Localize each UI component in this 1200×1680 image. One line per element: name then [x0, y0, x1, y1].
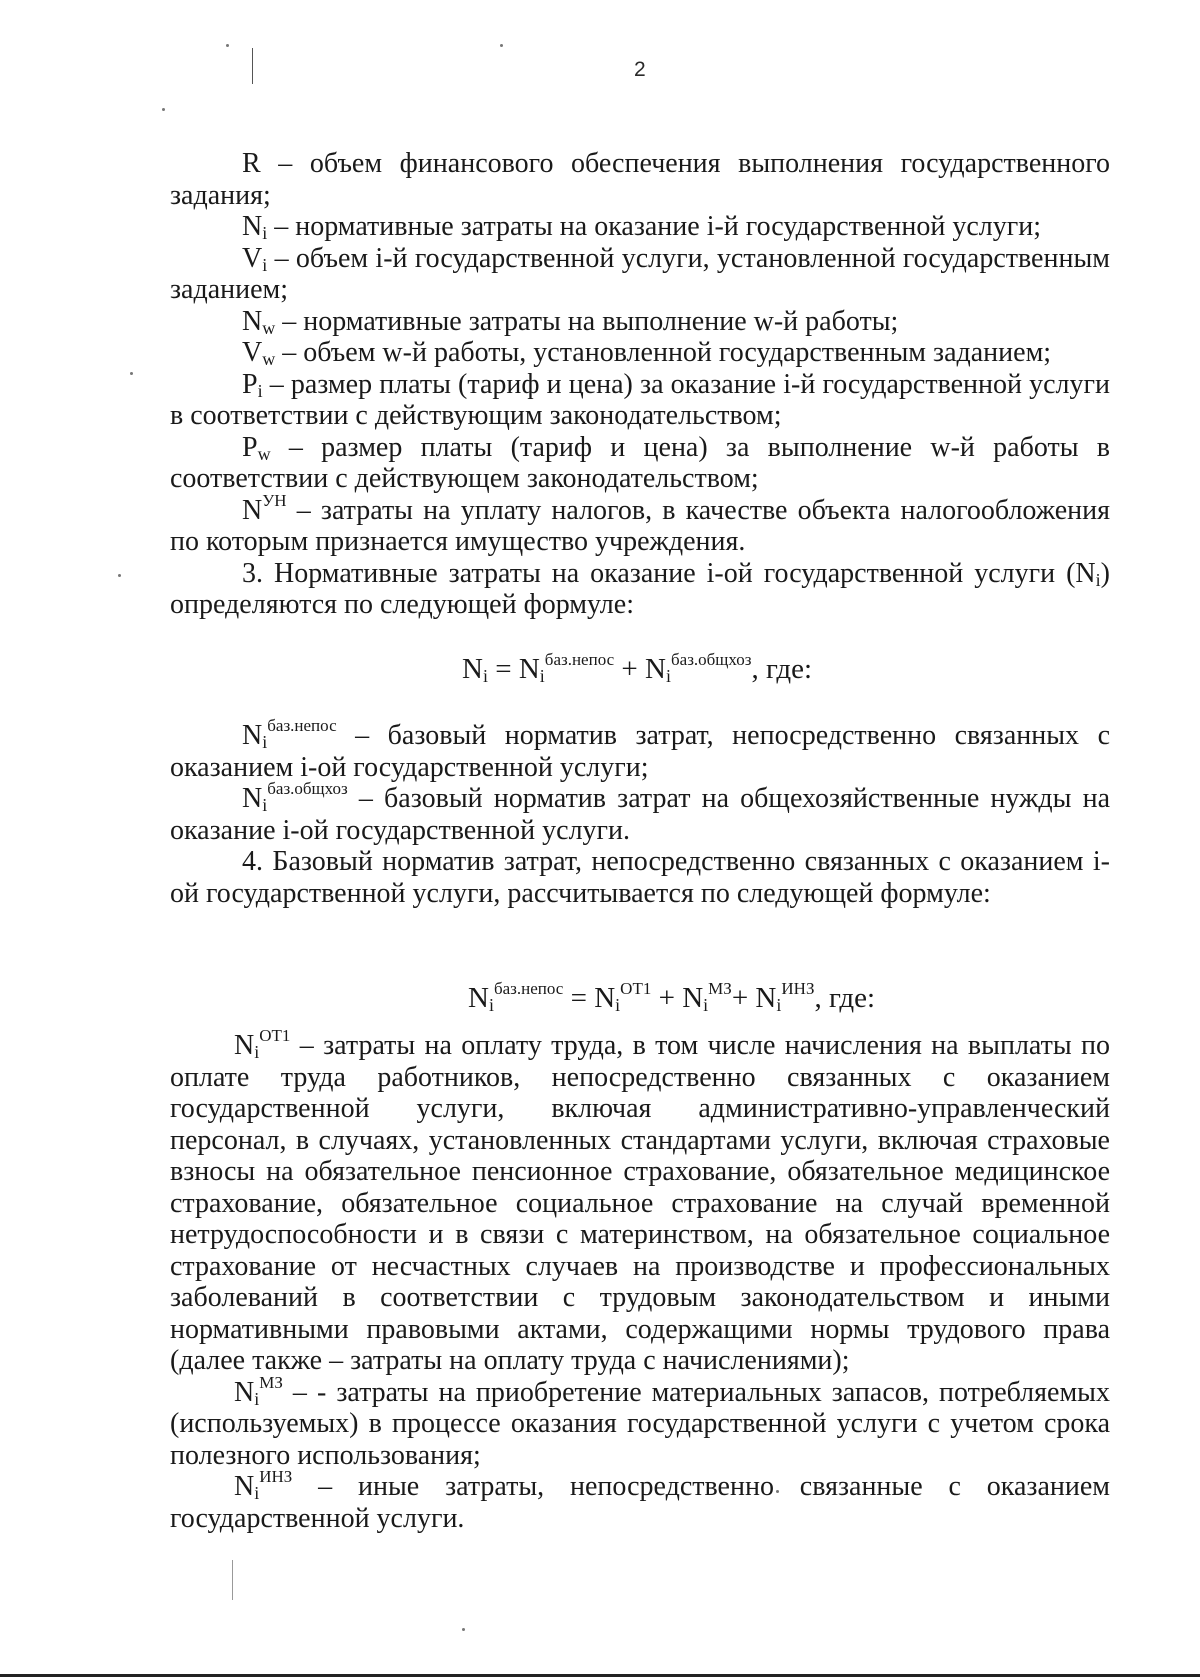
def-base-general: $N_i^{баз.общхоз}$ – базовый норматив затрат на общехозяйственные нужды на оказание i-ой государственной услуги.	[170, 779, 1110, 846]
formula-base-direct	[468, 979, 876, 1015]
paragraph-4: 4. Базовый норматив затрат, непосредственно связанных с оказанием i-ой государственной услуги, рассчитывается по следующей формуле:	[170, 846, 1110, 909]
formula-superscript: баз.непос	[493, 979, 564, 998]
def-r: R – объем финансового обеспечения выполнения государственного задания;	[170, 148, 1110, 211]
formula-symbol: N	[594, 982, 616, 1014]
paragraph-3: 3. Нормативные затраты на оказание i-ой государственной услуги $(N_i)$ определяются по следующей формуле:	[170, 557, 1110, 620]
formula-symbol: N	[468, 982, 489, 1014]
scan-speck	[500, 44, 503, 47]
def-vi: $V_i$ – объем i-й государственной услуги, установленной государственным заданием;	[170, 242, 1110, 305]
formula-subscript: i	[615, 995, 621, 1015]
formula-superscript: баз.общхоз	[671, 650, 752, 669]
formula-superscript: ИНЗ	[781, 979, 815, 998]
def-pw: $P_w$ – размер платы (тариф и цена) за выполнение w-й работы в соответствии с действующем законодательством;	[170, 431, 1110, 494]
def-pi: $P_i$ – размер платы (тариф и цена) за оказание i-й государственной услуги в соответствии с действующим законодательством;	[170, 368, 1110, 431]
formula-symbol: N	[462, 653, 483, 685]
formula-operator: +	[651, 982, 683, 1014]
formula-subscript: i	[776, 995, 782, 1015]
formula-subscript: i	[703, 995, 709, 1015]
formula-symbol: N	[755, 982, 777, 1014]
scan-mark	[232, 1560, 233, 1600]
formula-operator: =	[563, 982, 595, 1014]
formula-operator: +	[614, 653, 646, 685]
text-block-components	[170, 1026, 1110, 1534]
def-vw: $V_w$ – объем w-й работы, установленной государственным заданием;	[242, 337, 1052, 369]
formula-superscript: ОТ1	[620, 979, 652, 998]
formula-symbol: N	[682, 982, 704, 1014]
formula-subscript: i	[665, 666, 671, 686]
scan-mark	[252, 48, 253, 84]
page-number: 2	[634, 58, 646, 81]
formula-subscript: i	[539, 666, 545, 686]
formula-operator: =	[487, 653, 519, 685]
def-nw: $N_w$ – нормативные затраты на выполнение w-й работы;	[242, 305, 899, 338]
formula-tail: , где:	[751, 653, 813, 685]
formula-symbol: N	[518, 653, 540, 685]
formula-tail: , где:	[814, 982, 876, 1014]
text-block-base-norms	[170, 716, 1110, 909]
formula-superscript: МЗ	[708, 979, 732, 998]
scan-speck	[162, 108, 165, 111]
scan-speck	[118, 574, 121, 577]
formula-ni	[462, 650, 813, 686]
formula-subscript: i	[488, 995, 494, 1015]
formula-symbol: N	[645, 653, 666, 685]
scan-speck	[462, 1628, 465, 1631]
def-material-costs: $N_i^{МЗ}$ – - затраты на приобретение материальных запасов, потребляемых (используемых) в процессе оказания государственной услуги с учетом срока полезного использования;	[170, 1372, 1110, 1471]
scan-edge	[0, 1674, 1200, 1677]
def-other-costs: $N_i^{ИНЗ}$ – иные затраты, непосредственно связанные с оказанием государственной услуги.	[170, 1467, 1110, 1534]
scan-speck	[226, 44, 229, 47]
def-base-direct: $N_i^{баз.непос}$ – базовый норматив затрат, непосредственно связанных с оказанием i-ой государственной услуги;	[170, 716, 1110, 783]
def-labor-costs: $N_i^{ОТ1}$ – затраты на оплату труда, в том числе начисления на выплаты по оплате труда работников, непосредственно связанных с оказанием государственной услуги, включая административно-управленческий персонал, в случаях, установленных стандартами услуги, включая страховые взносы на обязательное пенсионное страхование, обязательное медицинское страхование, обязательное социальное страхование на случай временной нетрудоспособности и в связи с материнством, на обязательное социальное страхование от несчастных случаев на производстве и профессиональных заболеваний в соответствии с трудовым законодательством и иными нормативными правовыми актами, содержащими нормы трудового права (далее также – затраты на оплату труда с начислениями);	[170, 1026, 1110, 1376]
formula-subscript: i	[482, 666, 488, 686]
scan-speck	[130, 372, 133, 375]
formula-operator: +	[731, 982, 756, 1014]
def-ni: $N_i$ – нормативные затраты на оказание i-й государственной услуги;	[242, 211, 1041, 243]
def-nun: $N^{УН}$ – затраты на уплату налогов, в качестве объекта налогообложения по которым признается имущество учреждения.	[170, 490, 1110, 557]
text-block-definitions	[170, 148, 1110, 621]
formula-superscript: баз.непос	[544, 650, 615, 669]
